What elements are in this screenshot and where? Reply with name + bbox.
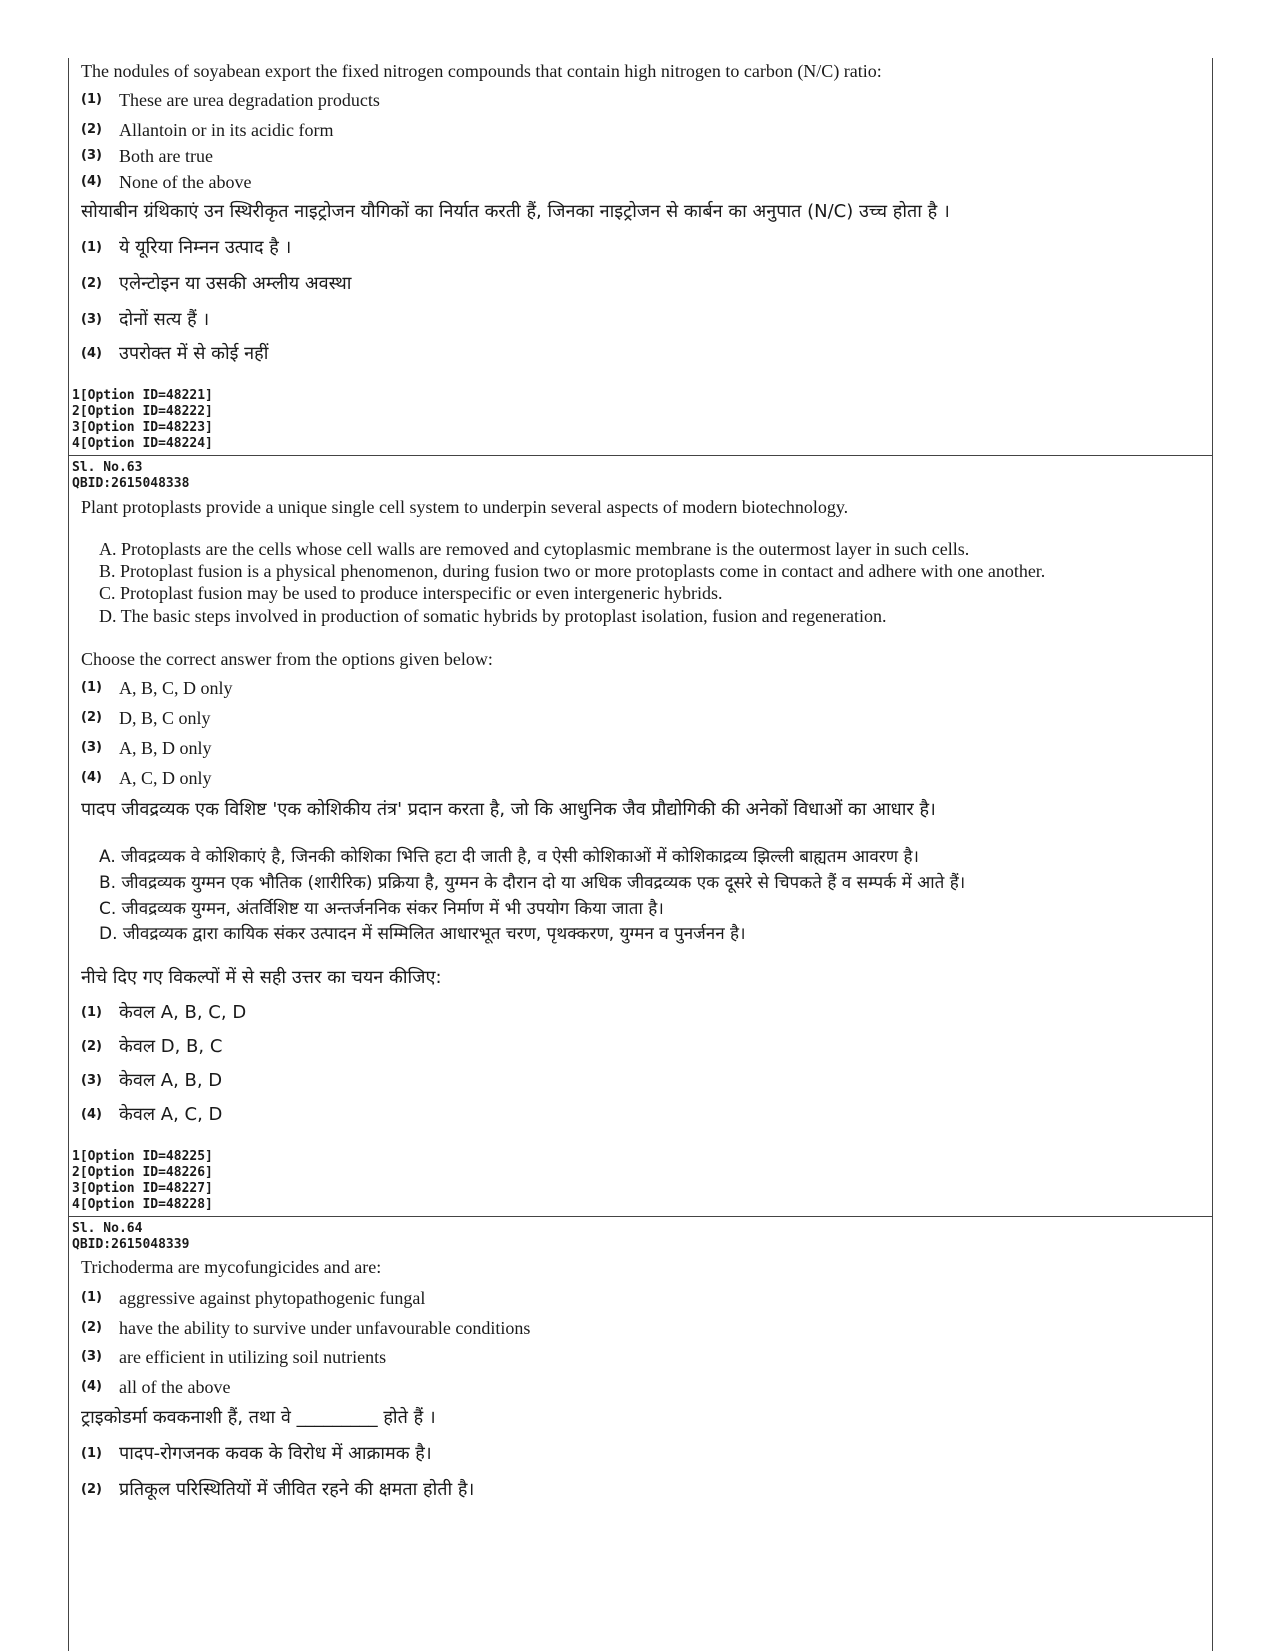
q63-question-en: Plant protoplasts provide a unique single cell system to underpin several aspects of modern biotechnology.	[81, 497, 849, 517]
q63-statement-d-hi: D. जीवद्रव्यक द्वारा कायिक संकर उत्पादन में सम्मिलित आधारभूत चरण, पृथक्करण, युग्मन व पुनर्जनन है।	[99, 924, 746, 944]
q63-qbid: QBID:2615048338	[72, 476, 190, 491]
q62-question-hi: सोयाबीन ग्रंथिकाएं उन स्थिरीकृत नाइट्रोजन यौगिकों का निर्यात करती हैं, जिनका नाइट्रोजन से कार्बन का अनुपात (N/C) उच्च होता है ।	[81, 201, 950, 222]
q63-statement-d-en: D. The basic steps involved in production of somatic hybrids by protoplast isolation, fusion and regeneration.	[99, 606, 887, 626]
question-divider	[69, 1216, 1212, 1217]
option-number: (3)	[81, 148, 102, 163]
option-number: (3)	[81, 312, 102, 327]
q62-option-id-3: 3[Option ID=48223]	[72, 420, 213, 435]
option-number: (3)	[81, 1073, 102, 1088]
q63-statement-c-hi: C. जीवद्रव्यक युग्मन, अंतर्विशिष्ट या अन्तर्जननिक संकर निर्माण में भी उपयोग किया जाता है।	[99, 899, 664, 919]
q62-option-id-1: 1[Option ID=48221]	[72, 388, 213, 403]
option-number: (1)	[81, 1005, 102, 1020]
option-number: (1)	[81, 680, 102, 695]
option-number: (3)	[81, 740, 102, 755]
option-number: (4)	[81, 1379, 102, 1394]
option-number: (2)	[81, 276, 102, 291]
q64-question-hi: ट्राइकोडर्मा कवकनाशी हैं, तथा वे _________ होते हैं ।	[81, 1407, 436, 1428]
q64-question-en: Trichoderma are mycofungicides and are:	[81, 1257, 382, 1277]
q63-statement-a-hi: A. जीवद्रव्यक वे कोशिकाएं है, जिनकी कोशिका भित्ति हटा दी जाती है, व ऐसी कोशिकाओं में कोशिकाद्रव्य झिल्ली बाह्यतम आवरण है।	[99, 847, 919, 867]
option-number: (1)	[81, 92, 102, 107]
q63-statement-a-en: A. Protoplasts are the cells whose cell walls are removed and cytoplasmic membrane is the outermost layer in such cells.	[99, 539, 970, 559]
option-number: (2)	[81, 710, 102, 725]
q63-serial-number: Sl. No.63	[72, 460, 143, 475]
q63-choose-hi: नीचे दिए गए विकल्पों में से सही उत्तर का चयन कीजिए:	[81, 967, 442, 988]
q62-option-id-2: 2[Option ID=48222]	[72, 404, 213, 419]
q63-option-id-3: 3[Option ID=48227]	[72, 1181, 213, 1196]
q63-question-hi: पादप जीवद्रव्यक एक विशिष्ट 'एक कोशिकीय तंत्र' प्रदान करता है, जो कि आधुनिक जैव प्रौद्योगिकी की अनेकों विधाओं का आधार है।	[81, 799, 936, 820]
option-number: (1)	[81, 240, 102, 255]
option-number: (2)	[81, 1039, 102, 1054]
option-number: (2)	[81, 122, 102, 137]
q63-option-id-2: 2[Option ID=48226]	[72, 1165, 213, 1180]
option-number: (4)	[81, 1107, 102, 1122]
q63-choose-en: Choose the correct answer from the options given below:	[81, 649, 493, 669]
option-number: (4)	[81, 770, 102, 785]
q63-option-id-1: 1[Option ID=48225]	[72, 1149, 213, 1164]
option-number: (1)	[81, 1290, 102, 1305]
option-number: (4)	[81, 346, 102, 361]
q62-question-en: The nodules of soyabean export the fixed nitrogen compounds that contain high nitrogen to carbon (N/C) ratio:	[81, 61, 882, 81]
q63-statement-b-hi: B. जीवद्रव्यक युग्मन एक भौतिक (शारीरिक) प्रक्रिया है, युग्मन के दौरान दो या अधिक जीवद्रव्यक एक दूसरे से चिपकते हैं व सम्पर्क में आते हैं।	[99, 873, 966, 893]
q64-qbid: QBID:2615048339	[72, 1237, 190, 1252]
q63-option-id-4: 4[Option ID=48228]	[72, 1197, 213, 1212]
q63-statement-b-en: B. Protoplast fusion is a physical phenomenon, during fusion two or more protoplasts come in contact and adhere with one another.	[99, 561, 1046, 581]
q63-statement-c-en: C. Protoplast fusion may be used to produce interspecific or even intergeneric hybrids.	[99, 583, 723, 603]
q62-option-id-4: 4[Option ID=48224]	[72, 436, 213, 451]
option-number: (1)	[81, 1446, 102, 1461]
question-divider	[69, 455, 1212, 456]
option-number: (3)	[81, 1349, 102, 1364]
option-number: (2)	[81, 1482, 102, 1497]
option-number: (4)	[81, 174, 102, 189]
question-paper-page: The nodules of soyabean export the fixed nitrogen compounds that contain high nitrogen to carbon (N/C) ratio: (1) These are urea degradation products (2) Allantoin or in its acidic form (3) Both are true (4) None of the above सोयाबीन ग्रंथिकाएं उन स्थिरीकृत नाइट्रोजन यौगिकों का निर्यात करती हैं, जिनका नाइट्रोजन से कार्बन का अनुपात (N/C) उच्च होता है । (1) ये यूरिया निम्नन उत्पाद है । (2) एलेन्टोइन या उसकी अम्लीय अवस्था (3) दोनों सत्य हैं । (4) उपरोक्त में से कोई नहीं 1[Option ID=48221] 2[Option ID=48222] 3[Option ID=48223] 4[Option ID=48224] Sl. No.63 QBID:2615048338 Plant protoplasts provide a unique single cell system to underpin several aspects of modern biotechnology. A. Protoplasts are the cells whose cell walls are removed and cytoplasmic membrane is the outermost layer in such cells. B. Protoplast fusion is a physical phenomenon, during fusion two or more protoplasts come in contact and adhere with one another. C. Protoplast fusion may be used to produce interspecific or even intergeneric hybrids. D. The basic steps involved in production of somatic hybrids by protoplast isolation, fusion and regeneration. Choose the correct answer from the options given below: (1) A, B, C, D only (2) D, B, C only (3) A, B, D only (4) A, C, D only पादप जीवद्रव्यक एक विशिष्ट 'एक कोशिकीय तंत्र' प्रदान करता है, जो कि आधुनिक जैव प्रौद्योगिकी की अनेकों विधाओं का आधार है। A. जीवद्रव्यक वे कोशिकाएं है, जिनकी कोशिका भित्ति हटा दी जाती है, व ऐसी कोशिकाओं में कोशिकाद्रव्य झिल्ली बाह्यतम आवरण है। B. जीवद्रव्यक युग्मन एक भौतिक (शारीरिक) प्रक्रिया है, युग्मन के दौरान दो या अधिक जीवद्रव्यक एक दूसरे से चिपकते हैं व सम्पर्क में आते हैं। C. जीवद्रव्यक युग्मन, अंतर्विशिष्ट या अन्तर्जननिक संकर निर्माण में भी उपयोग किया जाता है। D. जीवद्रव्यक द्वारा कायिक संकर उत्पादन में सम्मिलित आधारभूत चरण, पृथक्करण, युग्मन व पुनर्जनन है। नीचे दिए गए विकल्पों में से सही उत्तर का चयन कीजिए: (1) केवल A, B, C, D (2) केवल D, B, C (3) केवल A, B, D (4) केवल A, C, D 1[Option ID=48225] 2[Option ID=48226] 3[Option ID=48227] 4[Option ID=48228] Sl. No.64 QBID:2615048339 Trichoderma are mycofungicides and are: (1) aggressive against phytopathogenic fungal (2) have the ability to survive under unfavourable conditions (3) are efficient in utilizing soil nutrients (4) all of the above ट्राइकोडर्मा कवकनाशी हैं, तथा वे _________ होते हैं । (1) पादप-रोगजनक कवक के विरोध में आक्रामक है। (2) प्रतिकूल परिस्थितियों में जीवित रहने की क्षमता होती है।	[68, 58, 1213, 1651]
q64-serial-number: Sl. No.64	[72, 1221, 143, 1236]
option-number: (2)	[81, 1320, 102, 1335]
